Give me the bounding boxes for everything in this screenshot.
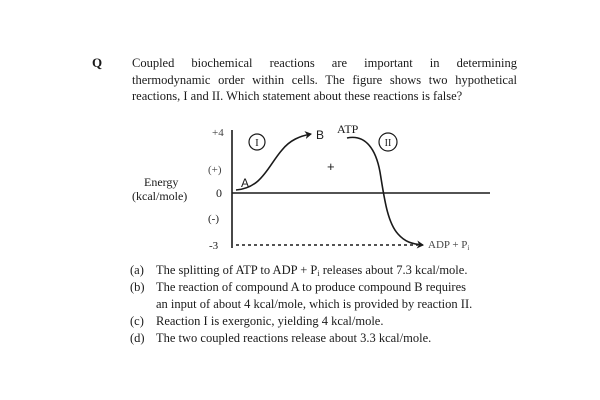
- option-text: an input of about 4 kcal/mole, which is provided by reaction II.: [156, 297, 473, 311]
- tick-label-plus: (+): [208, 164, 222, 176]
- option-key: (b): [130, 280, 145, 294]
- option-c: [130, 313, 383, 329]
- option-text-post: releases about 7.3 kcal/mole.: [319, 263, 468, 277]
- compound-b-label: B: [316, 128, 325, 142]
- tick-label-minus: (-): [208, 213, 219, 225]
- question-label: Q: [92, 55, 103, 70]
- tick-label-plus4: +4: [212, 127, 224, 139]
- tick-label-zero: 0: [216, 186, 222, 200]
- stem-line: Coupled biochemical reactions are important in determining: [132, 56, 517, 70]
- adp-label: [428, 239, 469, 252]
- plus-sign: +: [327, 159, 335, 174]
- option-b-continued: [156, 296, 472, 312]
- option-key: (c): [130, 314, 144, 328]
- option-b: [130, 279, 466, 295]
- option-d: [130, 330, 431, 346]
- reaction-1-label: I: [255, 137, 259, 149]
- adp-subscript: i: [467, 244, 470, 252]
- option-key: (d): [130, 331, 145, 345]
- reaction-2-label: II: [384, 138, 392, 149]
- reaction-2-curve: [347, 137, 423, 245]
- y-axis-unit-label: (kcal/mole): [132, 189, 188, 203]
- compound-a-label: A: [241, 176, 250, 190]
- option-text: The reaction of compound A to produce compound B requires: [156, 280, 466, 294]
- option-key: (a): [130, 263, 144, 277]
- tick-label-minus3: -3: [209, 240, 219, 252]
- option-text: The splitting of ATP to ADP + P: [156, 263, 318, 277]
- option-text: Reaction I is exergonic, yielding 4 kcal/mole.: [156, 314, 384, 328]
- stem-line: reactions, I and II. Which statement about these reactions is false?: [132, 89, 463, 103]
- option-text: The two coupled reactions release about 3.3 kcal/mole.: [156, 331, 432, 345]
- atp-label: ATP: [337, 122, 359, 136]
- adp-text: ADP + P: [428, 239, 468, 251]
- option-subscript: i: [317, 269, 320, 278]
- y-axis-label: Energy: [144, 175, 179, 189]
- stem-line: thermodynamic order within cells. The figure shows two hypothetical: [132, 72, 517, 87]
